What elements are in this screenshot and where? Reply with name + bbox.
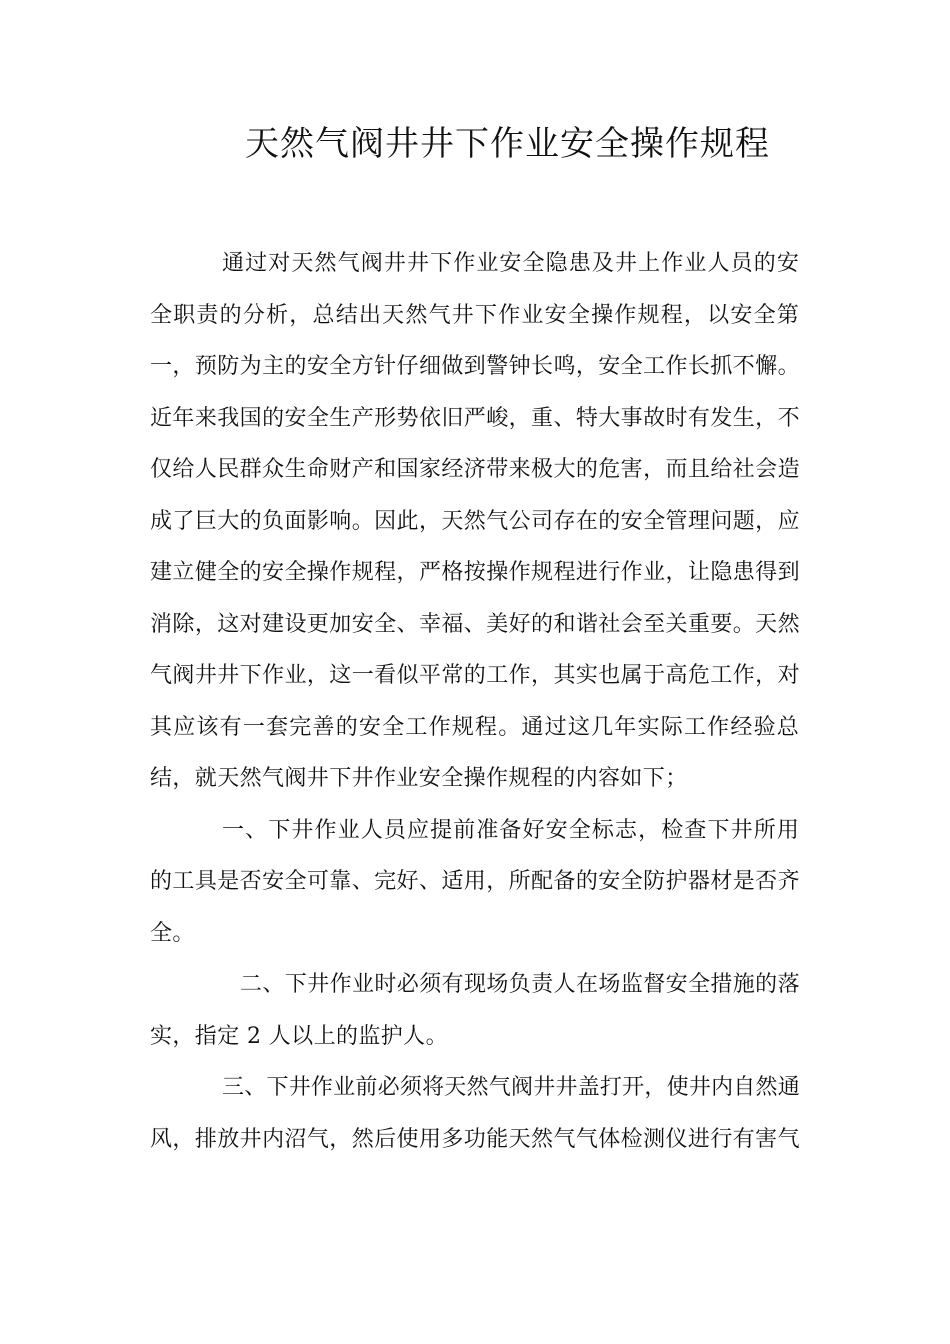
- body-line: 全。: [150, 920, 195, 946]
- body-line: 消除，这对建设更加安全、幸福、美好的和谐社会至关重要。天然: [150, 611, 800, 637]
- body-line: 仅给人民群众生命财产和国家经济带来极大的危害，而且给社会造: [150, 457, 800, 482]
- body-line: 近年来我国的安全生产形势依旧严峻，重、特大事故时有发生，不: [150, 405, 800, 431]
- body-line: 通过对天然气阀井井下作业安全隐患及井上作业人员的安: [222, 251, 800, 276]
- document-body: [150, 238, 800, 1165]
- body-line: 建立健全的安全操作规程，严格按操作规程进行作业，让隐患得到: [150, 560, 800, 585]
- body-line: 气阀井井下作业，这一看似平常的工作，其实也属于高危工作，对: [150, 663, 800, 688]
- body-line: 其应该有一套完善的安全工作规程。通过这几年实际工作经验总: [150, 714, 800, 740]
- body-line: 成了巨大的负面影响。因此，天然气公司存在的安全管理问题，应: [150, 508, 800, 534]
- body-line: 的工具是否安全可靠、完好、适用，所配备的安全防护器材是否齐: [150, 869, 800, 894]
- body-line: 一，预防为主的安全方针仔细做到警钟长鸣，安全工作长抓不懈。: [150, 354, 800, 379]
- body-line: 结，就天然气阀井下井作业安全操作规程的内容如下；: [150, 766, 688, 791]
- body-line: 一、下井作业人员应提前准备好安全标志，检查下井所用: [222, 817, 800, 843]
- body-line: 三、下井作业前必须将天然气阀井井盖打开，使井内自然通: [222, 1075, 800, 1100]
- body-line: 全职责的分析，总结出天然气井下作业安全操作规程，以安全第: [150, 302, 800, 328]
- body-line: 二、下井作业时必须有现场负责人在场监督安全措施的落: [240, 972, 800, 997]
- body-line: 实，指定 2 人以上的监护人。: [150, 1023, 448, 1049]
- document-title: 天然气阀井井下作业安全操作规程: [245, 124, 770, 164]
- body-line: 风，排放井内沼气，然后使用多功能天然气气体检测仪进行有害气: [150, 1126, 800, 1152]
